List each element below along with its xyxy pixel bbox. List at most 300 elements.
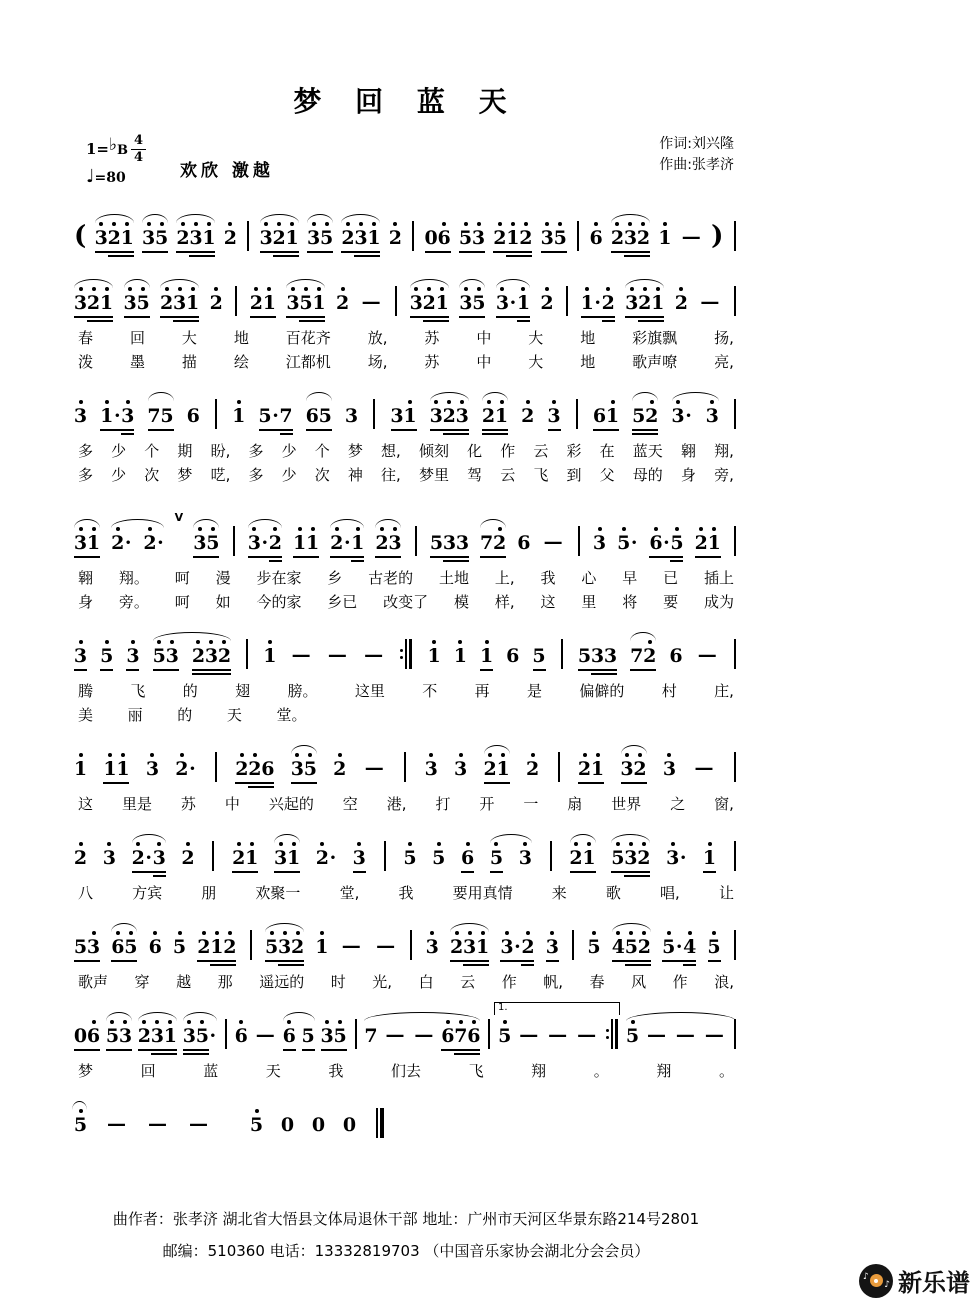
- lyric-syllable: 旁,: [714, 466, 734, 484]
- lyric-syllable: 大: [528, 353, 544, 371]
- note-group: 2: [389, 220, 402, 259]
- lyric-syllable: 驾: [467, 466, 483, 484]
- lyric-syllable: 土地: [439, 569, 470, 587]
- breath-mark: V: [174, 511, 184, 524]
- barline: [212, 841, 214, 871]
- barline: [384, 841, 386, 871]
- lyric-syllable: 偏僻的: [579, 682, 625, 700]
- dash-note: —: [341, 935, 361, 957]
- note-group: 2 3 2: [611, 220, 650, 259]
- dash-note: —: [675, 1024, 695, 1046]
- note-group: 5: [302, 1018, 315, 1057]
- key-signature: [86, 134, 146, 187]
- note-group: 3 5: [193, 525, 219, 564]
- note-group: 5: [100, 638, 113, 677]
- note-group: 3 1: [274, 840, 300, 879]
- lyric-syllable: 云: [460, 973, 476, 991]
- lyric-syllable: 个: [314, 442, 330, 460]
- note-group: 5: [490, 840, 503, 879]
- lyric-syllable: 们去: [390, 1062, 421, 1080]
- note-group: 3 2 3: [430, 398, 469, 437]
- note-group: 3: [663, 751, 676, 790]
- note-group: 5: [588, 929, 601, 968]
- note-group: 2: [521, 398, 534, 437]
- lyrics-row: [72, 971, 740, 992]
- lyric-syllable: 云: [533, 442, 549, 460]
- lyrics-row: [72, 591, 740, 612]
- lyric-syllable: 回: [140, 1062, 156, 1080]
- note-group: 3: [706, 398, 719, 437]
- lyric-syllable: 不: [422, 682, 438, 700]
- note-group: 5: [250, 1107, 263, 1146]
- note-group: 3 5: [321, 1018, 347, 1057]
- lyric-syllable: 打: [435, 795, 451, 813]
- lyric-syllable: 母的: [632, 466, 663, 484]
- dash-note: —: [361, 291, 381, 313]
- lyric-syllable: 苏: [424, 353, 440, 371]
- lyric-syllable: 里: [581, 593, 597, 611]
- lyric-syllable: 遥远的: [259, 973, 305, 991]
- vinyl-hole: [874, 1279, 878, 1283]
- lyric-syllable: 中: [476, 329, 492, 347]
- lyric-syllable: 翅: [235, 682, 251, 700]
- lyric-syllable: 苏: [180, 795, 196, 813]
- note-group: 3 2 1: [410, 285, 449, 324]
- note-group: 7 2: [630, 638, 656, 677]
- footer: [72, 1204, 740, 1267]
- lyric-syllable: 期: [177, 442, 193, 460]
- note-group: 3: [426, 929, 439, 968]
- lyric-syllable: 个: [144, 442, 160, 460]
- note-group: 3 · 2: [248, 525, 282, 564]
- barline: [734, 221, 736, 251]
- lyric-syllable: 越: [176, 973, 192, 991]
- note-group: 3 2 1: [260, 220, 299, 259]
- lyric-syllable: 翔: [531, 1062, 547, 1080]
- dash-note: —: [291, 644, 311, 666]
- lyric-syllable: 改变了: [383, 593, 429, 611]
- note-group: 6: [283, 1018, 296, 1057]
- lyric-syllable: 大: [528, 329, 544, 347]
- note-group: 2 ·: [143, 525, 164, 564]
- expression-mark: 欢欣 激越: [180, 161, 274, 181]
- note-group: 2 3 1: [341, 220, 380, 259]
- note-group: 6: [506, 645, 520, 667]
- tempo: [86, 166, 146, 187]
- lyric-syllable: 往,: [381, 466, 401, 484]
- dash-note: —: [577, 1024, 597, 1046]
- lyric-syllable: 庄,: [714, 682, 734, 700]
- music-note-icon: ♪: [884, 1279, 890, 1290]
- lyric-syllable: 再: [474, 682, 490, 700]
- note-group: 3: [146, 751, 159, 790]
- note-group: 2 · 1: [330, 525, 364, 564]
- note-group: 5: [173, 929, 186, 968]
- dash-note: —: [548, 1024, 568, 1046]
- lyric-syllable: 一: [523, 795, 539, 813]
- note-group: 2 1 2: [493, 220, 532, 259]
- note-group: 1: [658, 220, 671, 259]
- note-group: 1: [480, 638, 493, 677]
- lyric-syllable: 港,: [386, 795, 407, 813]
- barline: [215, 752, 217, 782]
- dash-note: —: [700, 291, 720, 313]
- note-group: 5 · 7: [259, 398, 293, 437]
- note-group: 6: [517, 532, 531, 554]
- lyric-syllable: 化: [467, 442, 483, 460]
- lyric-syllable: 墨: [129, 353, 145, 371]
- note-group: 2 1: [482, 398, 508, 437]
- note-group: 3 1: [74, 525, 100, 564]
- lyric-syllable: 浪,: [714, 973, 734, 991]
- score-meta: [72, 134, 740, 198]
- dash-note: —: [543, 531, 563, 553]
- key-letter: B: [117, 142, 129, 158]
- music-system: [72, 1002, 740, 1081]
- lyric-syllable: 是: [527, 682, 543, 700]
- dash-note: —: [519, 1024, 539, 1046]
- notes-row: [72, 913, 740, 968]
- barline: [734, 399, 736, 429]
- lyric-syllable: 少: [281, 466, 297, 484]
- barline: [225, 1019, 227, 1049]
- lyrics-row: [72, 567, 740, 588]
- barline: [561, 639, 563, 669]
- lyric-syllable: 翔,: [714, 442, 734, 460]
- lyric-syllable: 世界: [611, 795, 642, 813]
- lyric-syllable: 天: [226, 706, 242, 724]
- lyric-syllable: 少: [281, 442, 297, 460]
- dash-note: —: [189, 1113, 208, 1135]
- lyric-syllable: 乡已: [327, 593, 358, 611]
- note-group: 1 1: [103, 751, 129, 790]
- note-group: 6 5: [111, 929, 137, 968]
- note-group: 0: [311, 1114, 326, 1136]
- note-group: 5 3 3: [578, 638, 617, 677]
- lyric-syllable: 想,: [381, 442, 401, 460]
- footer-line1: 曲作者：张孝济 湖北省大悟县文体局退休干部 地址：广州市天河区华景东路214号2801: [112, 1210, 700, 1228]
- lyric-syllable: 翔: [656, 1062, 672, 1080]
- note-group: 3: [548, 398, 561, 437]
- notes-row: [72, 1002, 740, 1057]
- note-group: 2: [541, 285, 554, 324]
- lyric-syllable: 飞: [130, 682, 146, 700]
- dash-note: —: [385, 1024, 405, 1046]
- lyric-syllable: 步在家: [256, 569, 302, 587]
- notes-row: [72, 824, 740, 879]
- dash-note: —: [697, 644, 717, 666]
- lyric-syllable: 插上: [703, 569, 734, 587]
- note-group: 5: [708, 929, 721, 968]
- lyric-syllable: 里是: [121, 795, 152, 813]
- note-group: 1 · 3: [100, 398, 134, 437]
- note-group: 3 ·: [672, 398, 693, 437]
- notes-row: [72, 269, 740, 324]
- barline: [246, 639, 248, 669]
- music-system: [72, 1091, 740, 1146]
- dash-note: —: [107, 1113, 126, 1135]
- lyric-syllable: 帆,: [543, 973, 564, 991]
- lyric-syllable: 描: [181, 353, 197, 371]
- note-group: 3: [126, 638, 139, 677]
- note-group: 5: [533, 638, 546, 677]
- barline: [734, 930, 736, 960]
- lyrics-row: [72, 882, 740, 903]
- note-group: 2 1: [232, 840, 258, 879]
- barline: [404, 752, 406, 782]
- music-system: [72, 204, 740, 259]
- lyric-syllable: 翱: [680, 442, 696, 460]
- dash-note: —: [364, 644, 384, 666]
- barline: [572, 930, 574, 960]
- dash-note: —: [148, 1113, 167, 1135]
- lyric-syllable: 美: [78, 706, 94, 724]
- barline: [215, 399, 217, 429]
- lyric-syllable: 呓,: [210, 466, 231, 484]
- repeat-sign: [606, 1019, 618, 1049]
- lyric-syllable: 倾刻: [418, 442, 449, 460]
- lyric-syllable: 梦: [78, 1062, 94, 1080]
- parenthesis: (: [74, 221, 87, 251]
- barline: [355, 1019, 357, 1049]
- note-group: 1: [74, 751, 87, 790]
- note-group: 2 3: [375, 525, 401, 564]
- composer-credit: 作曲:张孝济: [659, 157, 734, 173]
- note-group: 5 · 4: [662, 929, 696, 968]
- note-group: 2 ·: [175, 751, 196, 790]
- note-group: 5 3 2: [611, 840, 650, 879]
- lyric-syllable: 我: [328, 1062, 344, 1080]
- lyric-syllable: 中: [476, 353, 492, 371]
- credits: [659, 134, 734, 176]
- lyric-syllable: 飞: [468, 1062, 484, 1080]
- barline: [247, 221, 249, 251]
- note-group: 0: [280, 1114, 295, 1136]
- lyrics-row: [72, 680, 740, 701]
- dash-note: —: [694, 757, 714, 779]
- music-system: [72, 824, 740, 903]
- note-group: 5: [626, 1018, 639, 1057]
- lyric-syllable: 作: [501, 973, 517, 991]
- lyric-syllable: 村: [661, 682, 677, 700]
- barline: [578, 526, 580, 556]
- lyrics-row: [72, 351, 740, 372]
- note-group: 3: [425, 751, 438, 790]
- lyric-syllable: 梦: [347, 442, 363, 460]
- note-group: 3 2: [621, 751, 647, 790]
- note-group: 5 3: [459, 220, 485, 259]
- note-group: 3 5: [291, 751, 317, 790]
- lyric-syllable: 空: [342, 795, 358, 813]
- note-group: 1: [703, 840, 716, 879]
- lyric-syllable: 地: [580, 353, 596, 371]
- note-group: 2 3 1: [176, 220, 215, 259]
- barline: [415, 526, 417, 556]
- lyricist-credit: 作词:刘兴隆: [659, 136, 734, 152]
- lyric-syllable: 要用真情: [452, 884, 513, 902]
- note-group: 5: [74, 1107, 87, 1146]
- barline: [250, 930, 252, 960]
- dash-note: —: [704, 1024, 724, 1046]
- barline: [558, 752, 560, 782]
- barline: [734, 526, 736, 556]
- barline: [412, 221, 414, 251]
- lyric-syllable: 大: [181, 329, 197, 347]
- lyric-syllable: 唱,: [660, 884, 680, 902]
- lyric-syllable: 少: [111, 442, 127, 460]
- notes-row: [72, 204, 740, 259]
- note-group: 3 ·: [666, 840, 687, 879]
- lyric-syllable: 在: [599, 442, 615, 460]
- lyric-syllable: 之: [670, 795, 686, 813]
- music-system: [72, 269, 740, 372]
- lyric-syllable: 呵: [174, 569, 190, 587]
- lyric-syllable: 春: [589, 973, 605, 991]
- barline: [734, 286, 736, 316]
- barline: [734, 1019, 736, 1049]
- lyric-syllable: 腾: [78, 682, 94, 700]
- note-group: 2: [224, 220, 237, 259]
- music-system: [72, 913, 740, 992]
- note-group: 3 2 1: [95, 220, 134, 259]
- lyric-syllable: 要: [663, 593, 679, 611]
- score: [72, 204, 740, 1146]
- note-group: 3 5: [307, 220, 333, 259]
- barline: [410, 930, 412, 960]
- lyric-syllable: 成为: [703, 593, 734, 611]
- dash-note: —: [255, 1024, 275, 1046]
- note-group: 2: [182, 840, 195, 879]
- note-group: 5 3: [106, 1018, 132, 1057]
- lyric-syllable: 将: [622, 593, 638, 611]
- lyric-syllable: 的: [182, 682, 198, 700]
- notes-row: [72, 495, 740, 564]
- note-group: 6 5: [306, 398, 332, 437]
- note-group: 3: [353, 840, 366, 879]
- lyric-syllable: 的: [177, 706, 193, 724]
- note-group: 2: [210, 285, 223, 324]
- note-group: 2 1: [578, 751, 604, 790]
- lyric-syllable: 扬,: [714, 329, 734, 347]
- lyric-syllable: 白: [418, 973, 434, 991]
- lyric-syllable: 回: [129, 329, 145, 347]
- lyric-syllable: 模: [454, 593, 470, 611]
- barline: [373, 399, 375, 429]
- lyric-syllable: 亮,: [714, 353, 734, 371]
- lyric-syllable: 梦: [177, 466, 193, 484]
- note-group: 5 ·: [617, 525, 638, 564]
- lyric-syllable: 兴起的: [268, 795, 314, 813]
- lyric-syllable: 场,: [367, 353, 388, 371]
- lyric-syllable: 地: [580, 329, 596, 347]
- notes-row: [72, 382, 740, 437]
- note-group: 2 1: [695, 525, 721, 564]
- lyric-syllable: 让: [718, 884, 734, 902]
- note-group: 3 2 1: [625, 285, 664, 324]
- lyric-syllable: 穿: [134, 973, 150, 991]
- dash-note: —: [681, 226, 701, 248]
- lyric-syllable: 这里: [354, 682, 385, 700]
- note-group: 2 3 1: [138, 1018, 177, 1057]
- lyrics-row: [72, 440, 740, 461]
- note-group: 0: [342, 1114, 357, 1136]
- tempo-value: =80: [94, 170, 126, 187]
- repeat-sign: [400, 639, 412, 669]
- lyric-syllable: 窗,: [714, 795, 734, 813]
- lyric-syllable: 堂,: [339, 884, 360, 902]
- lyric-syllable: 身: [680, 466, 696, 484]
- lyrics-row: [72, 327, 740, 348]
- note-group: 5 2: [632, 398, 658, 437]
- note-group: 5: [403, 840, 416, 879]
- lyric-syllable: 漫: [215, 569, 231, 587]
- music-system: [72, 495, 740, 612]
- note-group: 6: [669, 645, 683, 667]
- lyric-syllable: 多: [78, 442, 94, 460]
- lyric-syllable: 多: [248, 442, 264, 460]
- note-group: 1 1: [293, 525, 319, 564]
- note-group: 5: [498, 1018, 511, 1057]
- note-group: 3: [454, 751, 467, 790]
- vinyl-record-icon: [859, 1264, 893, 1298]
- note-group: 3 5 ·: [183, 1018, 217, 1057]
- dash-note: —: [376, 935, 396, 957]
- note-group: 7 2: [480, 525, 506, 564]
- note-group: 2: [526, 751, 539, 790]
- lyric-syllable: 堂。: [276, 706, 307, 724]
- lyric-syllable: 样,: [494, 593, 515, 611]
- lyric-syllable: 次: [314, 466, 330, 484]
- music-system: [72, 735, 740, 814]
- lyric-syllable: 翔。: [118, 569, 149, 587]
- lyric-syllable: 这: [78, 795, 94, 813]
- lyric-syllable: 今的家: [256, 593, 302, 611]
- lyric-syllable: 光,: [372, 973, 393, 991]
- note-group: 5 3: [74, 929, 100, 968]
- dash-note: —: [364, 757, 384, 779]
- barline: [488, 1019, 490, 1049]
- note-group: 2: [675, 285, 688, 324]
- time-top: 4: [131, 134, 146, 150]
- lyric-syllable: 丽: [127, 706, 143, 724]
- note-group: 2: [336, 285, 349, 324]
- note-group: 7 5: [148, 398, 174, 437]
- site-logo: [859, 1263, 970, 1298]
- note-group: 5 3: [153, 638, 179, 677]
- note-group: 1 · 2: [581, 285, 615, 324]
- parenthesis: ): [711, 221, 724, 251]
- note-group: 4 5 2: [612, 929, 651, 968]
- note-group: 3: [344, 405, 359, 427]
- lyric-syllable: 翱: [78, 569, 94, 587]
- lyric-syllable: 心: [581, 569, 597, 587]
- lyric-syllable: 少: [111, 466, 127, 484]
- barline: [576, 399, 578, 429]
- note-group: 3: [74, 398, 87, 437]
- lyric-syllable: 我: [398, 884, 414, 902]
- lyric-syllable: 父: [599, 466, 615, 484]
- note-group: 6 7 6: [441, 1018, 480, 1057]
- lyric-syllable: 蓝天: [632, 442, 663, 460]
- note-group: 3 5: [541, 220, 567, 259]
- lyric-syllable: 那: [217, 973, 233, 991]
- dash-note: —: [414, 1024, 434, 1046]
- lyric-syllable: 蓝: [203, 1062, 219, 1080]
- lyric-syllable: 早: [622, 569, 638, 587]
- lyric-syllable: 多: [78, 466, 94, 484]
- lyric-syllable: 膀。: [287, 682, 318, 700]
- lyric-syllable: 这: [540, 593, 556, 611]
